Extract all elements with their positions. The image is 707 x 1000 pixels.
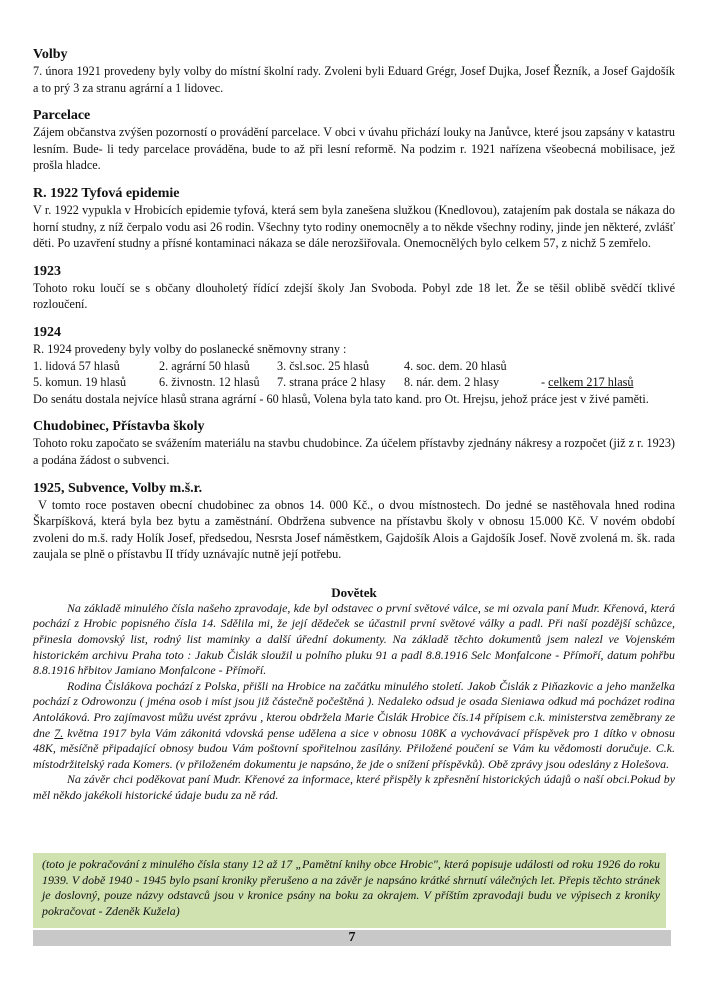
editor-note: (toto je pokračování z minulého čísla stany 12 až 17 „Pamětní knihy obce Hrobic", která popisuje události od roku 1926 do roku 1939. V době 1940 - 1945 bylo psaní kroniky přerušeno a na závěr je napsáno krátké shrnutí válečných let. Přepis těchto stránek je doslovný, pouze názvy odstavců jsou v kronice psány na boku za okrajem. V příštím zpravodaji budu ve výpisech z kroniky pokračovat - Zdeněk Kužela) xyxy=(33,853,666,928)
party-result: 3. čsl.soc. 25 hlasů xyxy=(277,358,370,373)
section-parcelace xyxy=(33,107,675,174)
page-number: 7 xyxy=(33,930,671,946)
section-heading: 1925, Subvence, Volby m.š.r. xyxy=(33,480,203,496)
party-result: 1. lidová 57 hlasů xyxy=(33,358,120,373)
section-text: V r. 1922 vypukla v Hrobicích epidemie tyfová, která sem byla zanešena služkou (Knedlovou), zatajením pak dostala se nákaza do horní studny, z níž čerpalo vodu asi 26 rodin. Všechny tyto rodiny onemocněly a to někde všechny rodiny, jinde jen některé, zvlášť děti. Po uzavření studny a přísné kontaminaci nákaza se dále nerozšiřovala. Onemocnělých bylo celkem 57, z nichž 5 zemřelo. xyxy=(33,202,675,251)
addendum-text: května 1917 byla Vám zákonitá vdovská pense udělena a sice v obnosu 108K a vychovávací příspěvek pro 1 dítko v obnosu 48K, měsíčně připadající obnosy budou Vám poštovní spořitelnou zasílány. Přiložené poučení se Vám ku vědomosti doručuje. C.k. místodržitelský rada Komers. (v přiloženém dokumentu je napsáno, že jde o snížení příspěvků). Obě zprávy jsou odeslány z Holešova. xyxy=(33,725,675,771)
party-result: 7. strana práce 2 hlasy xyxy=(277,375,386,390)
section-heading: R. 1922 Tyfová epidemie xyxy=(33,185,180,201)
section-heading: Parcelace xyxy=(33,108,91,124)
party-result: 6. živnostn. 12 hlasů xyxy=(159,375,260,390)
section-heading: Chudobinec, Přístavba školy xyxy=(33,419,205,435)
section-text: Tohoto roku loučí se s občany dlouholetý řídící zdejší školy Jan Svoboda. Pobyl zde 18 let. Že se těšil oblibě svědčí tklivé rozloučení. xyxy=(33,280,675,312)
section-1922 xyxy=(33,185,675,252)
section-text: Do senátu dostala nejvíce hlasů strana agrární - 60 hlasů, Volena byla tato kand. pro Ot. Hrejsu, jehož práce jest v živé paměti. xyxy=(33,391,649,406)
total-prefix: - xyxy=(538,375,549,390)
section-chudobinec xyxy=(33,418,675,468)
section-text: 7. února 1921 provedeny byly volby do místní školní rady. Zvoleni byli Eduard Grégr, Josef Dujka, Josef Řezník, a Josef Gajdošík a to prý 3 za stranu agrární a 1 lidovec. xyxy=(33,64,675,95)
addendum-date: 7. xyxy=(54,725,64,740)
party-result: 8. nár. dem. 2 hlasy xyxy=(404,375,500,390)
document-body xyxy=(33,46,679,804)
addendum-paragraph: Na závěr chci poděkovat paní Mudr. Křenové za informace, které přispěly k zpřesnění historických údajů o naší obci.Pokud by měl někdo jakékoli historické údaje budu za ně rád. xyxy=(33,772,675,802)
section-volby xyxy=(33,46,675,96)
total-votes: celkem 217 hlasů xyxy=(548,375,634,390)
election-row xyxy=(33,358,675,375)
section-text: Tohoto roku započato se svážením materiálu na stavbu chudobince. Za účelem přístavby zjednány nákresy a rozpočet (již z r. 1923) a podána žádost o subvenci. xyxy=(33,436,675,467)
election-intro: R. 1924 provedeny byly volby do poslanecké sněmovny strany : xyxy=(33,341,347,356)
addendum-paragraph xyxy=(33,679,675,773)
addendum-text: Rodina Čislákova pochází z Polska, přišli na Hrobice na začátku minulého století. Jakob Čislák z Piňazkovic a jeho manželka pochází z Odrowonzu ( jména osob i míst jsou již částečně počeštěná ). Nedaleko odsud je osada Sieniawa odkud má pocházet rodina Antoláková. Pro zajímavost můžu uvést zprávu , kterou obdržela Marie Čislák Hrobice čís.14 přípisem c.k. ministerstva zeměbrany ze dne xyxy=(33,678,675,740)
party-result: 5. komun. 19 hlasů xyxy=(33,375,127,390)
section-heading: 1924 xyxy=(33,324,61,340)
election-results xyxy=(33,358,675,391)
section-1923 xyxy=(33,263,675,313)
election-row xyxy=(33,374,675,391)
party-result: 2. agrární 50 hlasů xyxy=(159,358,250,373)
section-text: Zájem občanstva zvýšen pozorností o provádění parcelace. V obci v úvahu přichází louky na Janůvce, které jsou zapsány v katastru lesním. Bude- li tedy parcelace prováděna, bude to až při lesní reformě. Na podzim r. 1921 nařízena všeobecná mobilisace, jež prošla hladce. xyxy=(33,125,675,173)
section-heading: 1923 xyxy=(33,263,61,279)
addendum xyxy=(33,585,675,804)
section-text: V tomto roce postaven obecní chudobinec za obnos 14. 000 Kč., o dvou místnostech. Do jedné se nastěhovala hned rodina Škarpíšková, která byla bez bytu a zaměstnání. Obdržena subvence na přístavbu školy v obnosu 15.000 Kč. V novém období zvoleni do m.š. rady Holík Josef, předsedou, Nesrsta Josef náměstkem, Gajdošík Alois a Gajdošík Josef. Nově zvolená m. šk. rada zaujala se plně o přístavbu II třídy uznávajíc nutně její potřebu. xyxy=(33,497,679,562)
section-heading: Volby xyxy=(33,47,68,62)
addendum-title: Dovětek xyxy=(331,584,377,600)
party-result: 4. soc. dem. 20 hlasů xyxy=(404,358,507,373)
addendum-paragraph: Na základě minulého čísla našeho zpravodaje, kde byl odstavec o první světové válce, se mi ozvala paní Mudr. Křenová, která pochází z Hrobic popisného čísla 14. Sdělila mi, že její dědeček se účastnil první světové války a padl. Při naší pozdější schůzce, přinesla domovský list, rodný list maminky a další úřední dokumenty. Na základě těchto dokumentů jsem nalezl ve Vojenském historickém archivu Praha toto : Jakub Čislák sloužil u polního pluku 91 a padl 8.8.1916 Selc Monfalcone - Přímoří, datum pohřbu 8.8.1916 hřbitov Jamiano Monfalcone - Přímoří. xyxy=(33,600,675,678)
section-1924 xyxy=(33,324,675,407)
section-1925 xyxy=(33,480,679,563)
